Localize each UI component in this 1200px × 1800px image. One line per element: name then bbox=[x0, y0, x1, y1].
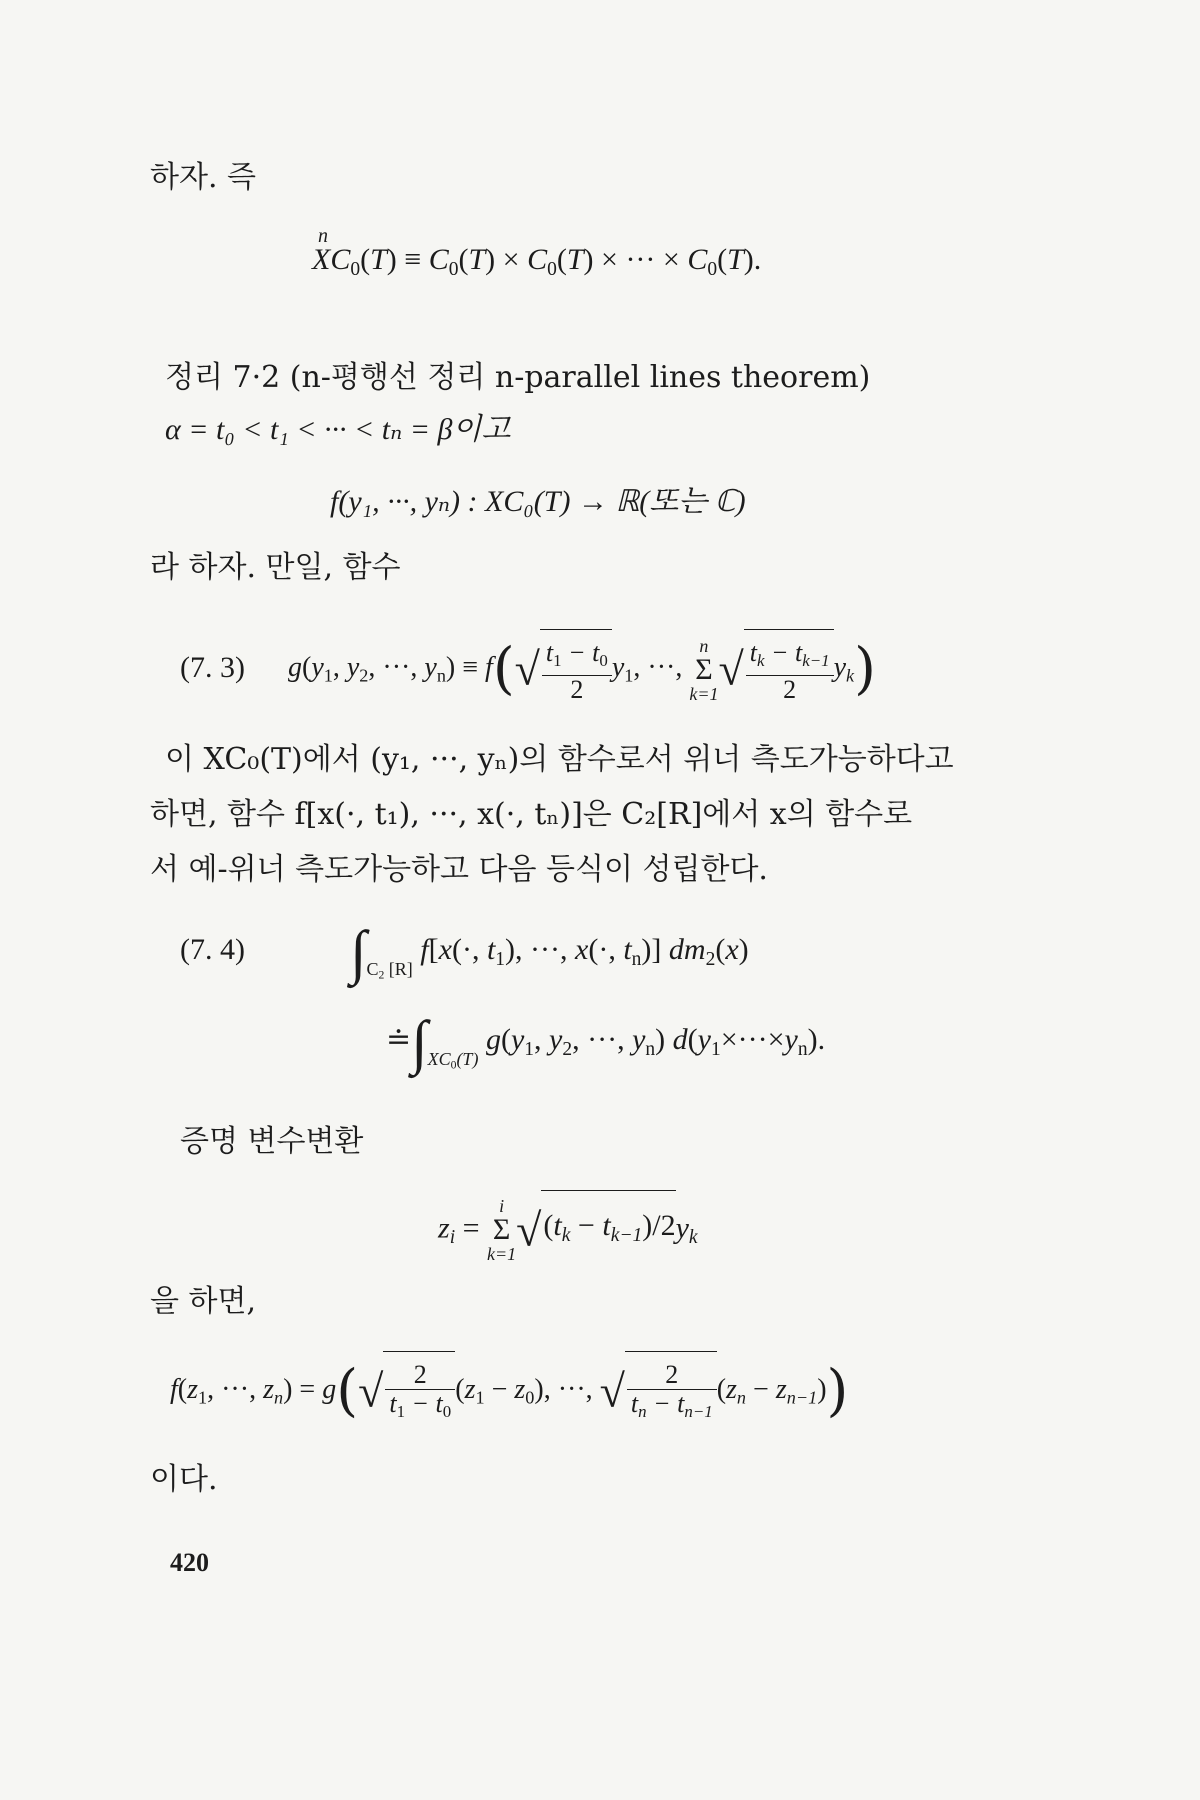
equation-7-4-line-2: $≐\int_{XC_0(T)}$ $g(y_1$, $y_2$, ···, $y_n$) $d(y_1\times\cdot\cdot\cdot\times y_n)$. bbox=[386, 1009, 826, 1076]
paragraph-line-1: 이 XC₀(T)에서 (y₁, ···, yₙ)의 함수로서 위너 측도가능하다고 bbox=[165, 742, 954, 777]
page-number: 420 bbox=[170, 1548, 209, 1577]
paragraph-line-3: 서 예-위너 측도가능하고 다음 등식이 성립한다. bbox=[150, 852, 768, 887]
paragraph-line-2: 하면, 함수 f[x(·, t₁), ···, x(·, tₙ)]은 C₂[R]에서 x의 함수로 bbox=[150, 797, 913, 832]
text-line-intro: 하자. 즉 bbox=[150, 160, 257, 195]
theorem-condition-1: α = t₀ < t₁ < ··· < tₙ = β이고 bbox=[165, 413, 511, 446]
equation-7-3: $g(y_1$, $y_2$, ···, $y_n) \equiv f(√$ $\frac{t_1 - t_0}{2}$ $y_1$, ···, n Σ k=1√ $\frac{t_k - t_{k-1}}{2}$ $y_k$) bbox=[288, 628, 876, 715]
theorem-condition-2: f(y₁, ···, yₙ) : XC₀(T) → ℝ(또는 ℂ) bbox=[330, 485, 746, 518]
equation-number-7-4: (7. 4) bbox=[180, 933, 245, 966]
equation-7-4-line-1: $\int_{C_2 [R]}$ f[x(·, $t_1$), ···, x(·, $t_n$)] $dm_2(x)$ bbox=[350, 919, 749, 986]
proof-heading: 증명 변수변환 bbox=[180, 1124, 364, 1159]
equation-product: n $XC_0(T) \equiv C_0(T) \times C_0(T)$ × ··· × $C_0(T)$. bbox=[312, 225, 762, 280]
theorem-title: 정리 7·2 (n-평행선 정리 n-parallel lines theorem) bbox=[165, 360, 871, 395]
equation-number-7-3: (7. 3) bbox=[180, 651, 245, 684]
text-line-end: 이다. bbox=[150, 1462, 218, 1497]
equation-f-transform: $f(z_1$, ···, $z_n) = g(√$ $\frac{2}{t_1 - t_0}$ $(z_1 - z_0)$, ···, √ $\frac{2}{t_n - t_{n-1}}$ $(z_n - z_{n-1})$) bbox=[170, 1350, 848, 1437]
text-line-let: 라 하자. 만일, 함수 bbox=[150, 550, 401, 585]
equation-substitution: $z_i = i$ Σ $k=1√(t_k - t_{k-1})/2y_k$ bbox=[438, 1190, 698, 1273]
text-line-then: 을 하면, bbox=[150, 1284, 257, 1319]
